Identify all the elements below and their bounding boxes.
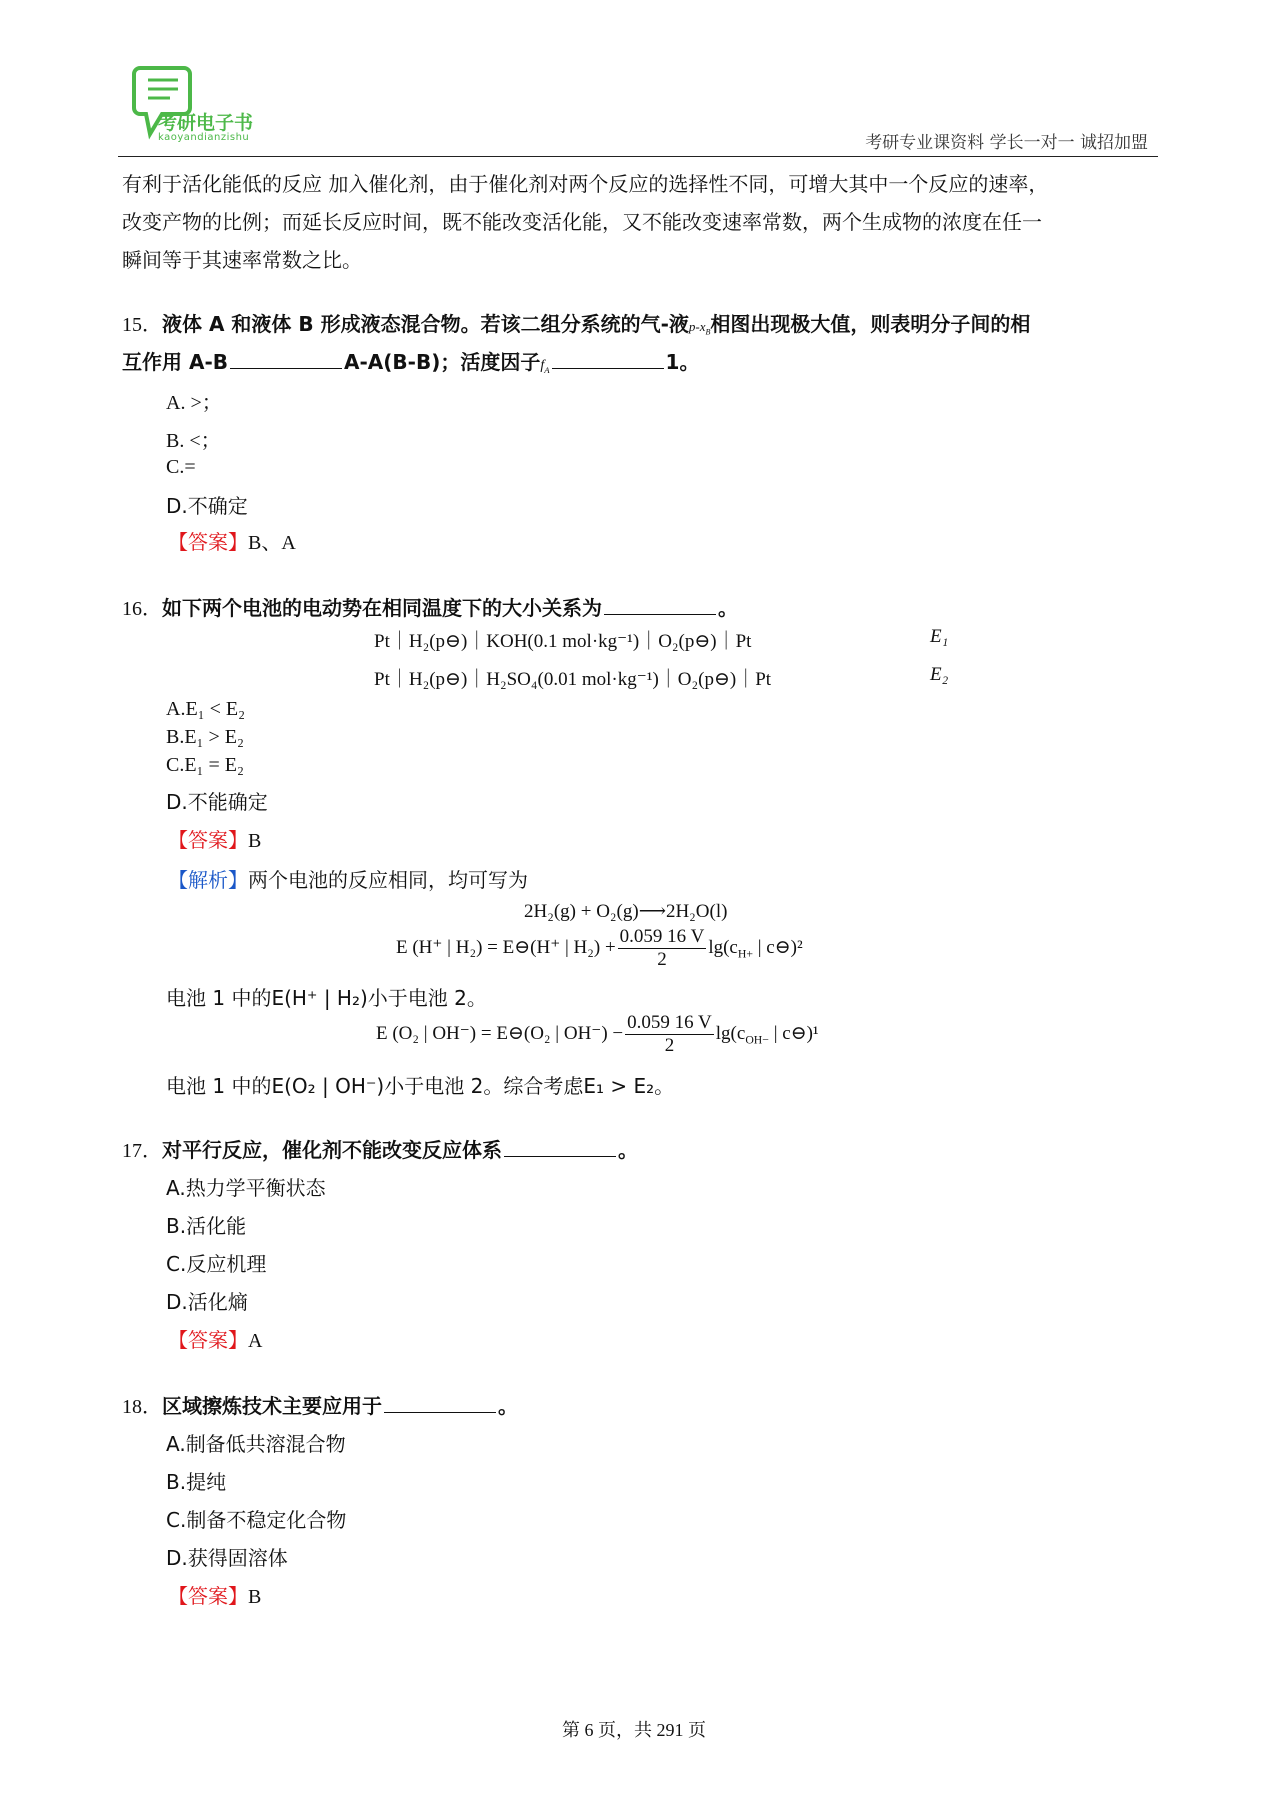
q18-blank[interactable] [384, 1412, 496, 1413]
q16-cell-2-emf: E₂ [930, 664, 949, 685]
q18-option-b: B.提纯 [166, 1470, 227, 1494]
q18-option-c: C.制备不稳定化合物 [166, 1508, 347, 1532]
q16-cell-2: Pt｜H₂(p⊖)｜H₂SO₄(0.01 mol·kg⁻¹)｜O₂(p⊖)｜Pt [374, 669, 772, 690]
q16-option-a: A.E₁ < E₂ [166, 698, 246, 720]
logo [128, 60, 278, 150]
answer-label: 【答案】 [168, 828, 248, 852]
q18-option-a: A.制备低共溶混合物 [166, 1432, 346, 1456]
q16-cell-1-emf: E₁ [930, 626, 949, 647]
q15-option-b: B. <； [166, 430, 221, 452]
logo-text: 考研电子书 [158, 112, 254, 134]
q15-stem-b: 相图出现极大值，则表明分子间的相 [710, 312, 1031, 336]
q18-answer: 【答案】B [168, 1584, 262, 1608]
q15-blank-2[interactable] [552, 368, 664, 369]
q16-answer: 【答案】B [168, 828, 262, 852]
q17-option-b: B.活化能 [166, 1214, 247, 1238]
q15-option-a: A. >； [166, 392, 222, 414]
page-number: 第 6 页，共 291 页 [562, 1720, 706, 1740]
q15-symbol: $p-x_B$ [688, 319, 711, 337]
q17-option-d: D.活化熵 [166, 1290, 248, 1314]
q16-equation-3: E (O₂ | OH⁻) = E⊖(O₂ | OH⁻) − $\frac{0.059 16 V}{2}$ $\lg(c_{OH-}$ | c⊖)¹ [376, 1012, 819, 1056]
q15-stem-line-1 [122, 308, 1030, 337]
q15-stem-a: 液体 A 和液体 B 形成液态混合物。若该二组分系统的气-液 [162, 312, 689, 336]
q16-note-2: 电池 1 中的E(O₂ | OH⁻)小于电池 2。综合考虑E₁ > E₂。 [166, 1074, 675, 1098]
q16-blank[interactable] [604, 614, 716, 615]
q16-cell-1: Pt｜H₂(p⊖)｜KOH(0.1 mol·kg⁻¹)｜O₂(p⊖)｜Pt [374, 631, 752, 652]
q18-option-d: D.获得固溶体 [166, 1546, 288, 1570]
analysis-label: 【解析】 [168, 868, 248, 892]
header-tagline: 考研专业课资料 学长一对一 诚招加盟 [865, 133, 1148, 153]
intro-line-1: 有利于活化能低的反应 加入催化剂，由于催化剂对两个反应的选择性不同，可增大其中一个反应的速率， [122, 172, 1049, 196]
q18-stem: 18．区域擦炼技术主要应用于 。 [122, 1394, 518, 1418]
answer-label: 【答案】 [168, 530, 248, 554]
q17-option-a: A.热力学平衡状态 [166, 1176, 326, 1200]
q15-number: 15． [122, 314, 162, 336]
q17-blank[interactable] [504, 1156, 616, 1157]
q15-option-d: D.不确定 [166, 494, 248, 518]
q15-answer: 【答案】B、A [168, 530, 296, 554]
q17-stem: 17．对平行反应，催化剂不能改变反应体系 。 [122, 1138, 638, 1162]
answer-label: 【答案】 [168, 1584, 248, 1608]
q16-stem: 16．如下两个电池的电动势在相同温度下的大小关系为 。 [122, 596, 738, 620]
q16-analysis: 【解析】两个电池的反应相同，均可写为 [168, 868, 528, 892]
q16-option-d: D.不能确定 [166, 790, 268, 814]
q16-note-1: 电池 1 中的E(H⁺ | H₂)小于电池 2。 [166, 986, 487, 1010]
q15-option-c: C.= [166, 456, 196, 478]
q16-option-b: B.E₁ > E₂ [166, 726, 244, 748]
q17-option-c: C.反应机理 [166, 1252, 267, 1276]
q16-equation-1: 2H₂(g) + O₂(g)⟶2H₂O(l) [524, 901, 728, 922]
answer-label: 【答案】 [168, 1328, 248, 1352]
q15-blank-1[interactable] [230, 368, 342, 369]
intro-line-2: 改变产物的比例；而延长反应时间，既不能改变活化能，又不能改变速率常数，两个生成物的浓度在任一 [122, 210, 1042, 234]
q17-answer: 【答案】A [168, 1328, 263, 1352]
q15-stem-line-2: 互作用 A-B A-A(B-B)；活度因子$f_A$ 1。 [122, 350, 700, 375]
intro-line-3: 瞬间等于其速率常数之比。 [122, 248, 362, 272]
q16-equation-2: E (H⁺ | H₂) = E⊖(H⁺ | H₂) + $\frac{0.059 16 V}{2}$ $\lg(c_{H+}$ | c⊖)² [396, 926, 803, 970]
q16-option-c: C.E₁ = E₂ [166, 754, 244, 776]
logo-subtext: kaoyandianzishu [158, 132, 250, 143]
header-divider [118, 156, 1158, 157]
